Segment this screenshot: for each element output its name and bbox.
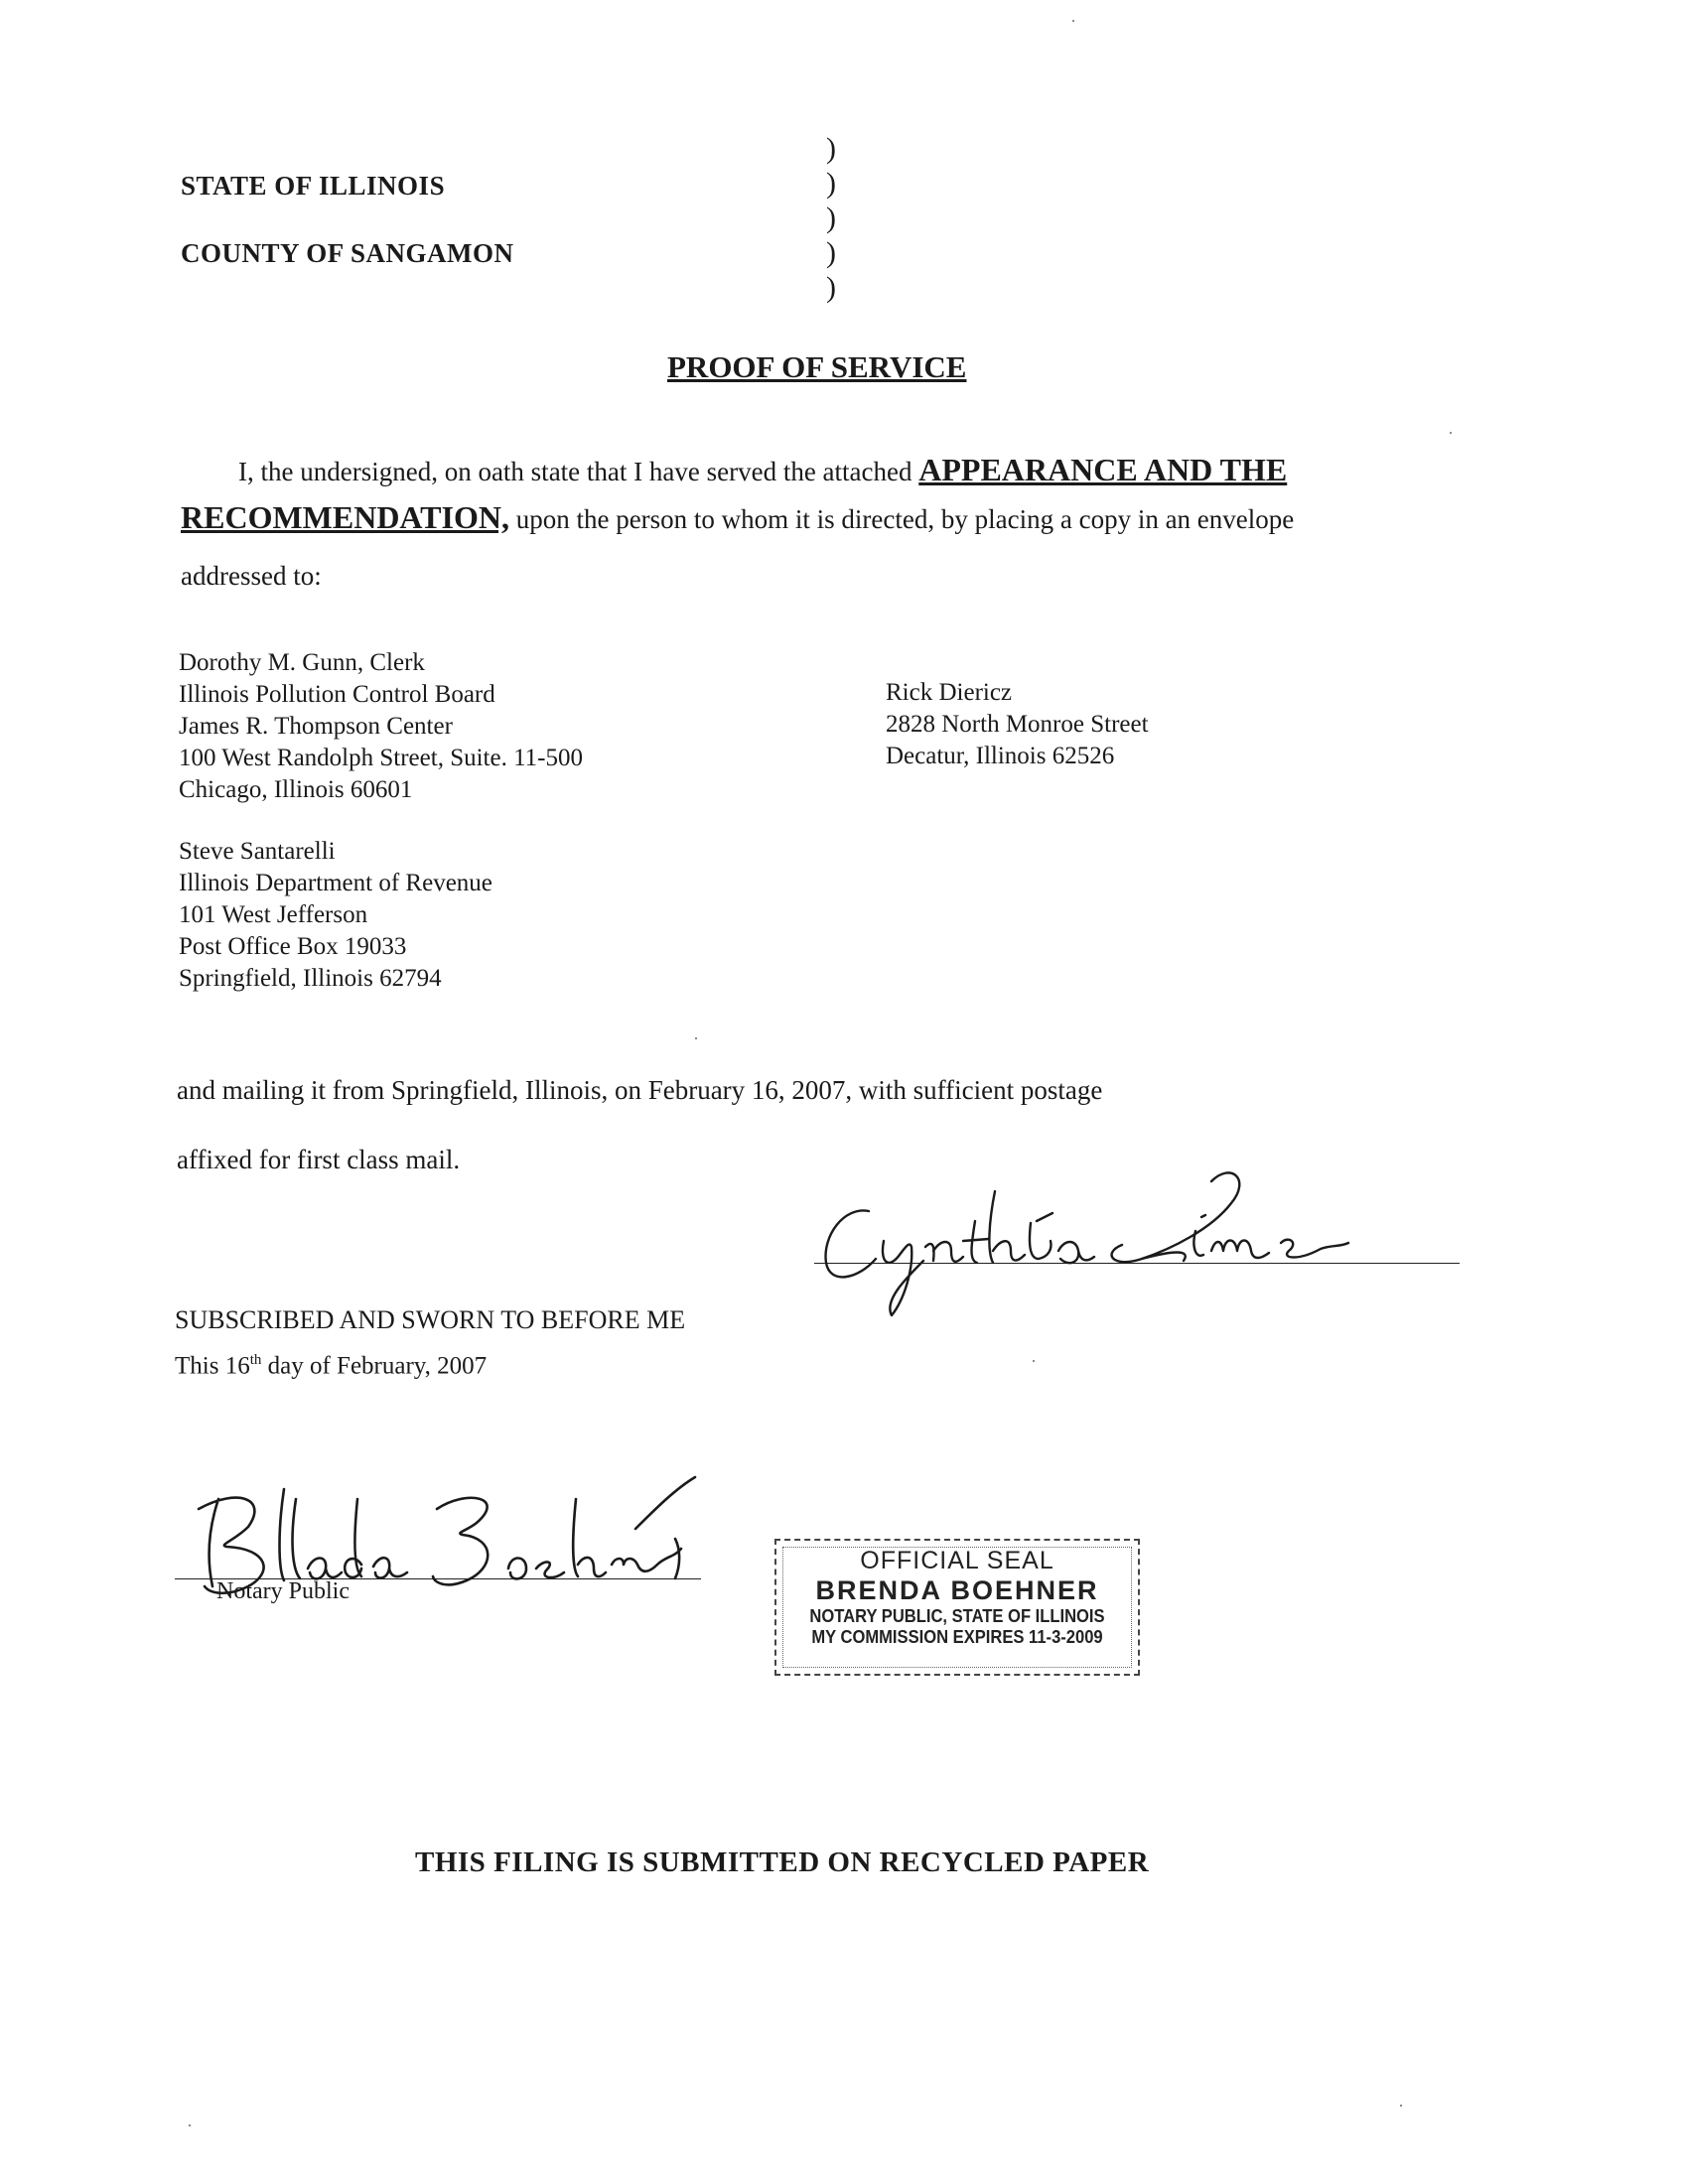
mailing-line-1: and mailing it from Springfield, Illinois, on February 16, 2007, with sufficient postage [177, 1075, 1103, 1105]
recipient-address-block [886, 677, 1149, 772]
jurat-date-line [175, 1352, 487, 1380]
scan-speck [1450, 432, 1452, 434]
scan-speck [695, 1037, 697, 1039]
caption-paren: ) [826, 202, 836, 234]
seal-title: OFFICIAL SEAL [860, 1547, 1054, 1574]
intro-text: upon the person to whom it is directed, by placing a copy in an envelope [515, 504, 1295, 534]
address-line: Post Office Box 19033 [179, 933, 407, 960]
caption-county: COUNTY OF SANGAMON [181, 238, 514, 268]
jurat-day-rest: day of February, 2007 [261, 1352, 488, 1380]
jurat-day-suffix: th [249, 1352, 262, 1368]
intro-line-2 [181, 499, 1294, 536]
seal-line: MY COMMISSION EXPIRES 11-3-2009 [811, 1627, 1103, 1647]
address-line: 2828 North Monroe Street [886, 711, 1149, 738]
caption-parentheses [826, 131, 846, 305]
address-line: Dorothy M. Gunn, Clerk [179, 649, 425, 676]
scan-speck [1400, 2105, 1402, 2107]
address-line: Chicago, Illinois 60601 [179, 776, 413, 803]
address-line: Springfield, Illinois 62794 [179, 965, 442, 992]
address-line: Rick Diericz [886, 679, 1013, 706]
caption-paren: ) [826, 132, 836, 165]
official-seal-stamp [774, 1539, 1140, 1676]
address-line: 100 West Randolph Street, Suite. 11-500 [179, 745, 583, 771]
address-line: Illinois Pollution Control Board [179, 681, 495, 708]
seal-name: BRENDA BOEHNER [815, 1575, 1099, 1605]
intro-text: I, the undersigned, on oath state that I have served the attached [238, 457, 912, 486]
recipient-address-block [179, 647, 583, 806]
jurat-day-prefix: This 16 [175, 1352, 250, 1380]
affiant-signature [814, 1152, 1350, 1320]
intro-line-1 [238, 452, 1287, 488]
seal-line: NOTARY PUBLIC, STATE OF ILLINOIS [809, 1606, 1105, 1626]
caption-state: STATE OF ILLINOIS [181, 171, 446, 201]
mailing-line-2: affixed for first class mail. [177, 1145, 461, 1174]
address-line: 101 West Jefferson [179, 901, 368, 928]
notary-public-label: Notary Public [216, 1578, 350, 1604]
address-line: James R. Thompson Center [179, 713, 453, 740]
intro-emphasis: RECOMMENDATION, [181, 499, 509, 535]
caption-paren: ) [826, 236, 836, 269]
caption-paren: ) [826, 271, 836, 304]
intro-line-3: addressed to: [181, 561, 322, 591]
scan-speck [1072, 20, 1074, 22]
document-title: PROOF OF SERVICE [667, 349, 967, 384]
jurat-line: SUBSCRIBED AND SWORN TO BEFORE ME [175, 1305, 686, 1334]
caption-paren: ) [826, 167, 836, 200]
scan-speck [1033, 1360, 1035, 1362]
recycled-paper-footer: THIS FILING IS SUBMITTED ON RECYCLED PAPER [415, 1846, 1150, 1878]
address-line: Steve Santarelli [179, 838, 336, 865]
intro-emphasis: APPEARANCE AND THE [918, 452, 1288, 487]
address-line: Decatur, Illinois 62526 [886, 743, 1115, 769]
address-line: Illinois Department of Revenue [179, 870, 492, 896]
recipient-address-block [179, 836, 492, 995]
scan-speck [189, 2124, 191, 2126]
